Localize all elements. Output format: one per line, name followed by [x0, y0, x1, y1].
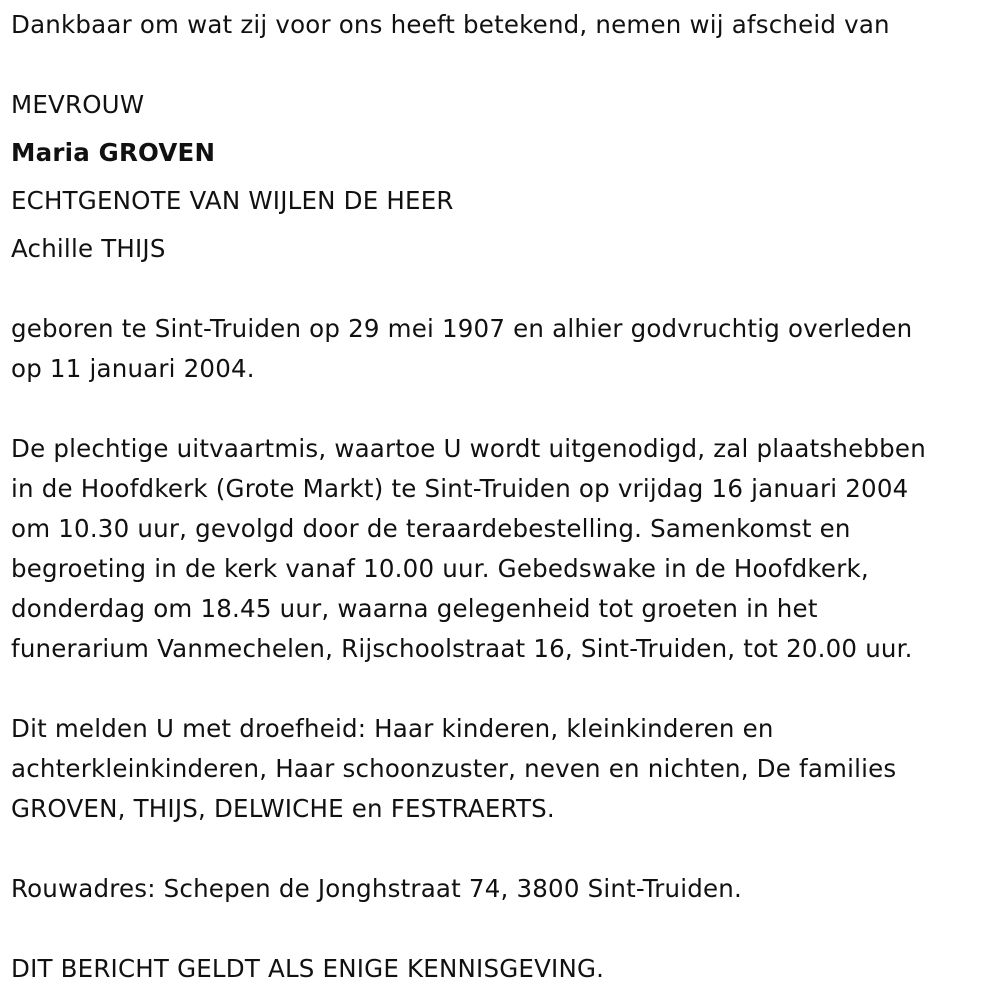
family-line: achterkleinkinderen, Haar schoonzuster, neven en nichten, De families: [11, 754, 897, 783]
family-line: GROVEN, THIJS, DELWICHE en FESTRAERTS.: [11, 794, 555, 823]
spouse-name: Achille THIJS: [11, 234, 166, 263]
service-line: om 10.30 uur, gevolgd door de teraardebestelling. Samenkomst en: [11, 514, 851, 543]
salutation: MEVROUW: [11, 90, 145, 119]
deceased-name: Maria GROVEN: [11, 138, 216, 167]
service-line: donderdag om 18.45 uur, waarna gelegenheid tot groeten in het: [11, 594, 818, 623]
service-line: in de Hoofdkerk (Grote Markt) te Sint-Truiden op vrijdag 16 januari 2004: [11, 474, 909, 503]
birth-death-line: op 11 januari 2004.: [11, 354, 255, 383]
birth-death-line: geboren te Sint-Truiden op 29 mei 1907 en alhier godvruchtig overleden: [11, 314, 913, 343]
closing-statement: DIT BERICHT GELDT ALS ENIGE KENNISGEVING.: [11, 954, 605, 983]
service-line: De plechtige uitvaartmis, waartoe U wordt uitgenodigd, zal plaatshebben: [11, 434, 926, 463]
mourning-address: Rouwadres: Schepen de Jonghstraat 74, 3800 Sint-Truiden.: [11, 874, 743, 903]
intro-text: Dankbaar om wat zij voor ons heeft betekend, nemen wij afscheid van: [11, 10, 890, 39]
family-line: Dit melden U met droefheid: Haar kinderen, kleinkinderen en: [11, 714, 774, 743]
spouse-title: ECHTGENOTE VAN WIJLEN DE HEER: [11, 186, 454, 215]
service-line: funerarium Vanmechelen, Rijschoolstraat 16, Sint-Truiden, tot 20.00 uur.: [11, 634, 913, 663]
service-line: begroeting in de kerk vanaf 10.00 uur. Gebedswake in de Hoofdkerk,: [11, 554, 869, 583]
